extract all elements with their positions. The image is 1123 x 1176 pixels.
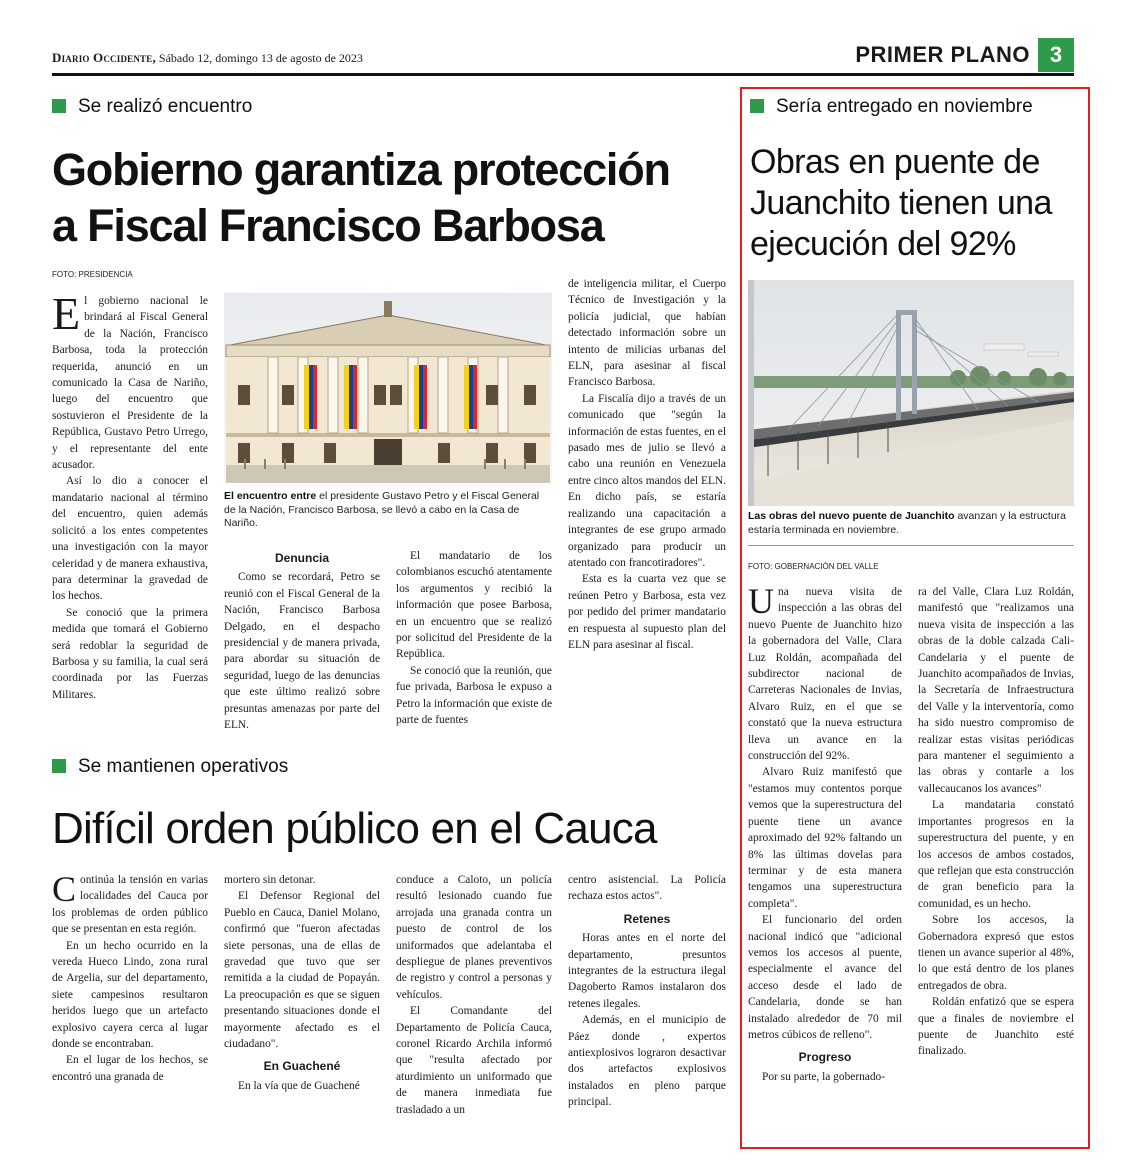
article2-paragraph: El Comandante del Departamento de Policía Cauca, coronel Ricardo Archila informó que "resulta afectado por aturdimiento un uniformado que de manera inmediata fue trasladado a un (396, 1005, 552, 1116)
green-square-icon (750, 99, 764, 113)
article2-column-1 (52, 869, 208, 1085)
article3-paragraph: Sobre los accesos, la Gobernadora expresó que estos tienen un avance superior al 48%, lo que está dentro de los planes entregados de obra. (918, 914, 1074, 992)
article1-headline-line1: Gobierno garantiza protección (52, 144, 670, 195)
article1-column-4 (568, 276, 726, 653)
page-number: 3 (1038, 38, 1074, 72)
casa-narino-photo (224, 293, 552, 483)
green-square-icon (52, 759, 66, 773)
article2-paragraph: En el lugar de los hechos, se encontró una granada de (52, 1054, 208, 1083)
article3-kicker-text: Sería entregado en noviembre (776, 96, 1033, 117)
article1-paragraph: l gobierno nacional le brindará al Fiscal General de la Nación, Francisco Barbosa, toda la protección requerida, anunció en un comunicado la Casa de Nariño, luego del encuentro que sostuvieron el Presidente de la República, Gustavo Petro Urrego, y el representante del ente acusador. (52, 295, 208, 472)
article1-subheading: Denuncia (274, 551, 329, 565)
article3-paragraph: na nueva visita de inspección a las obras del nuevo Puente de Juanchito hizo la gobernadora del Valle, Clara Luz Roldán, acompañada del subdirector nacional de Carreteras Nacionales de Invias, Alvaro Ruiz, en el que se constató que la nueva estructura lleva un avance en la construcción del 92%. (748, 586, 902, 763)
article1-paragraph: La Fiscalía dijo a través de un comunicado que "según la información de estas fuentes, en el pasado mes de julio se llevó a cabo una reunión en Venezuela entre cinco altos mandos del ELN. En dicho país, se estaría realizando una capacitación a integrantes de ese grupo armado organizado para producir un atentado con francotiradores". (568, 392, 726, 569)
bridge-illustration (748, 280, 1074, 506)
masthead-brand-date (52, 50, 363, 66)
article1-dropcap: E (52, 288, 81, 339)
building-illustration (224, 293, 552, 483)
article1-column-2 (224, 544, 380, 733)
article2-subheading: Retenes (623, 911, 671, 926)
article3-headline-line2: Juanchito tienen una (750, 184, 1052, 222)
article2-paragraph: El Defensor Regional del Pueblo en Cauca, Daniel Molano, confirmó que "fueron afectadas siete personas, una de ellas de gravedad que tuvo que ser remitida a la ciudad de Popayán. La preocupación es que se siguen presentando situaciones donde el mayormente afectado es el ciudadano". (224, 890, 380, 1051)
article1-headline-line2: a Fiscal Francisco Barbosa (52, 200, 604, 251)
article3-paragraph: ra del Valle, Clara Luz Roldán, manifestó que "realizamos una nueva visita de inspección a las obras de la doble calzada Cali- Candelaria y el puente de Juanchito acompañados de Invias, la Secretaría de Infraestructura del Valle y la interventoría, como ha sido nuestro compromiso de realizar estas visitas periódicas para mantener el seguimiento a las obras y contarle a los vallecaucanos los avances" (918, 586, 1074, 795)
issue-date: Sábado 12, domingo 13 de agosto de 2023 (158, 51, 363, 65)
article3-headline-line3: ejecución del 92% (750, 225, 1016, 263)
article1-kicker (52, 96, 252, 118)
article1-paragraph: Así lo dio a conocer el mandatario nacional al término del encuentro, quien además solicitó a los entes competentes una investigación con la mayor celeridad y de manera exhaustiva, para determinar la gravedad de los hechos. (52, 475, 208, 603)
article2-dropcap: C (52, 869, 77, 909)
article1-paragraph: Como se recordará, Petro se reunió con el Fiscal General de la Nación, Francisco Barbosa Delgado, en el despacho presidencial y de manera privada, para abordar su situación de seguridad, luego de las denuncias que este último realizó sobre presuntas amenazas por parte del ELN. (224, 571, 380, 732)
article2-column-2 (224, 872, 380, 1094)
article1-paragraph: El mandatario de los colombianos escuchó atentamente los argumentos y recibió la información que posee Barbosa, en un encuentro que se realizó por solicitud del Presidente de la República. (396, 550, 552, 661)
article2-paragraph: centro asistencial. La Policía rechaza estos actos". (568, 874, 726, 903)
article2-paragraph: En la vía que de Guachené (238, 1079, 360, 1092)
article1-column-3 (396, 548, 552, 728)
article2-paragraph: En un hecho ocurrido en la vereda Hueco Lindo, zona rural de Argelia, sur del departamento, siete campesinos resultaron heridos luego que un artefacto explosivo cayera cerca al lugar donde se encontraban. (52, 939, 208, 1051)
article1-column-1 (52, 288, 208, 703)
masthead (52, 38, 1074, 76)
article3-caption-bold: Las obras del nuevo puente de Juanchito (748, 510, 955, 522)
article2-kicker (52, 756, 288, 778)
article3-column-2 (918, 584, 1074, 1060)
article3-paragraph: Por su parte, la gobernado- (762, 1070, 886, 1083)
article3-caption-text: avanzan y la estructura estaría terminada en noviembre. (748, 510, 1067, 536)
article1-paragraph: Esta es la cuarta vez que se reúnen Petro y Barbosa, esta vez por pedido del primer mandatario en respuesta al supuesto plan del ELN para asesinar al fiscal. (568, 573, 726, 651)
article2-paragraph: mortero sin detonar. (224, 874, 316, 886)
article2-subheading: En Guachené (263, 1059, 341, 1074)
article2-paragraph: conduce a Caloto, un policía resultó lesionado cuando fue arrojada una granada contra un puesto de control de los uniformados que adelantaba el despliegue de planes preventivos de registro y control a personas y vehículos. (396, 874, 552, 1001)
article2-column-4 (568, 872, 726, 1111)
article1-kicker-text: Se realizó encuentro (78, 96, 253, 117)
article2-paragraph: Horas antes en el norte del departamento, presuntos integrantes de la estructura ilegal Dagoberto Ramos instalaron dos retenes ilegales. (568, 932, 726, 1010)
article2-kicker-text: Se mantienen operativos (78, 756, 289, 777)
article3-headline-line1: Obras en puente de (750, 143, 1040, 181)
article2-column-3 (396, 872, 552, 1118)
article3-caption (748, 510, 1074, 537)
divider (748, 545, 1074, 546)
article3-photo-credit: FOTO: GOBERNACIÓN DEL VALLE (748, 562, 879, 571)
article3-paragraph: La mandataria constató importantes progresos en la superestructura del puente, y en los accesos de ambos costados, que reflejan que esta construcción de gran beneficio para la comunidad, es un hecho. (918, 799, 1074, 910)
green-square-icon (52, 99, 66, 113)
article3-kicker (750, 96, 1033, 118)
article1-caption-bold: El encuentro entre (224, 490, 317, 502)
article3-subheading: Progreso (798, 1050, 852, 1065)
article3-dropcap: U (748, 581, 774, 621)
article1-caption-text: el presidente Gustavo Petro y el Fiscal General de la Nación, Francisco Barbosa, se llevó a cabo en la Casa de Nariño. (224, 490, 540, 529)
article2-paragraph: Además, en el municipio de Páez donde , expertos antiexplosivos lograron desactivar dos artefactos explosivos instalados en pleno parque principal. (568, 1014, 726, 1109)
article3-paragraph: Roldán enfatizó que se espera que a finales de noviembre el puente de Juanchito esté finalizado. (918, 996, 1074, 1058)
section-name: PRIMER PLANO (855, 42, 1030, 67)
article2-headline: Difícil orden público en el Cauca (52, 804, 657, 853)
article1-photo-credit: FOTO: PRESIDENCIA (52, 270, 133, 279)
article1-headline (52, 142, 732, 254)
article3-headline (750, 142, 1080, 265)
newspaper-name: Diario Occidente, (52, 50, 156, 65)
article2-paragraph: ontinúa la tensión en varias localidades del Cauca por los problemas de orden público que se presentan en esta región. (52, 874, 208, 936)
article1-paragraph: Se conoció que la primera medida que tomará el Gobierno será redoblar la seguridad de Barbosa y su familia, la cual será coordinada por las Fuerzas Militares. (52, 606, 208, 701)
article1-paragraph: Se conoció que la reunión, que fue privada, Barbosa le expuso a Petro la información que existe de parte de fuentes (396, 664, 552, 727)
article1-paragraph: de inteligencia militar, el Cuerpo Técnico de Investigación y la policía judicial, que habían detectado información sobre un intento de milicias urbanas del ELN, para asesinar al fiscal Francisco Barbosa. (568, 278, 726, 389)
article3-paragraph: El funcionario del orden nacional indicó que "adicional vemos los accesos al puente, especialmente el avance del acceso desde el lado de Candelaria, donde se han instalado alrededor de 70 mil metros cúbicos de relleno". (748, 914, 902, 1041)
article1-caption (224, 490, 552, 531)
article3-column-1 (748, 581, 902, 1085)
bridge-photo (748, 280, 1074, 506)
article3-paragraph: Alvaro Ruiz manifestó que "estamos muy contentos porque vemos que la superestructura del puente tiene un avance aproximado del 92% faltando un 8% las últimas dovelas para terminar y de esta manera tengamos una superestructura completa". (748, 766, 902, 910)
